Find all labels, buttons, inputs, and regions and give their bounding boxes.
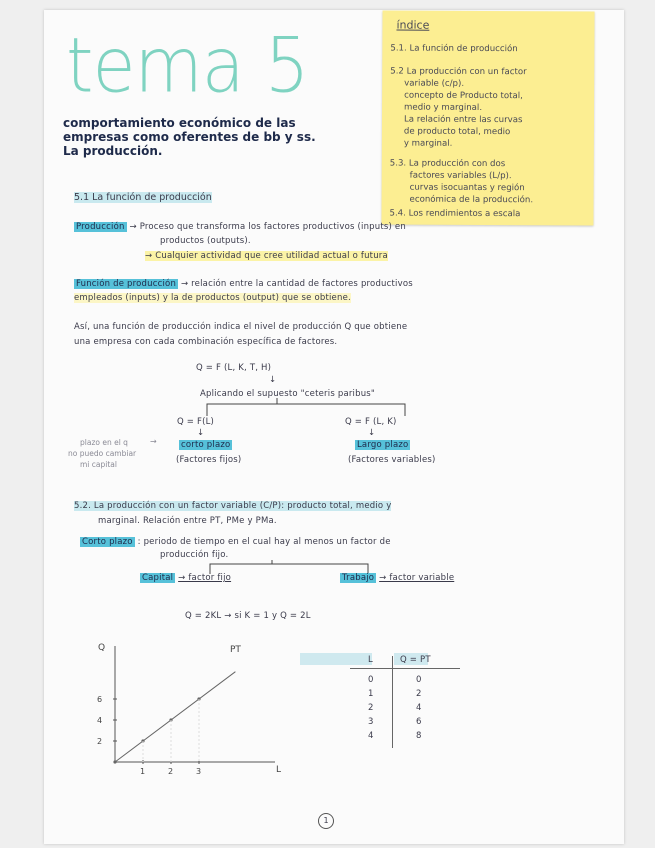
corto-plazo-label: corto plazo xyxy=(181,440,231,450)
margin-note: no puedo cambiar xyxy=(68,449,137,458)
x-tick-label: 1 xyxy=(140,767,146,776)
index-item: económica de la producción. xyxy=(409,194,534,206)
capital-row: Capital → factor fijo xyxy=(142,573,232,583)
definition-produccion: Producción → Proceso que transforma los factores productivos (inputs) en xyxy=(76,222,406,232)
definition-funcion-produccion: Función de producción → relación entre la cantidad de factores productivos xyxy=(76,279,413,289)
index-item: de producto total, medio xyxy=(403,126,511,138)
subtitle-line: empresas como oferentes de bb y ss. xyxy=(63,130,316,144)
table-cell: 0 xyxy=(416,675,422,685)
table-cell: 0 xyxy=(368,675,374,685)
table-cell: 4 xyxy=(416,703,422,713)
index-item: 5.3. La producción con dos xyxy=(389,158,506,170)
definition-line: producción fijo. xyxy=(160,550,229,560)
index-heading: índice xyxy=(396,18,430,32)
page-title: tema 5 xyxy=(66,21,309,111)
y-axis-label: Q xyxy=(98,643,106,653)
x-axis-label: L xyxy=(276,765,282,775)
term-highlight: Producción xyxy=(76,222,125,232)
paragraph-line: Así, una función de producción indica el nivel de producción Q que obtiene xyxy=(74,322,408,332)
table-column-rule xyxy=(392,656,393,748)
table-cell: 3 xyxy=(368,717,374,727)
definition-line: empleados (inputs) y la de productos (output) que se obtiene. xyxy=(74,293,351,303)
index-item: 5.4. Los rendimientos a escala xyxy=(389,208,521,220)
definition-line: productos (outputs). xyxy=(160,236,251,246)
arrow-down-icon: ↓ xyxy=(368,428,376,438)
equation-long-run: Q = F (L, K) xyxy=(345,417,397,427)
table-cell: 2 xyxy=(416,689,422,699)
index-item: curvas isocuantas y región xyxy=(409,182,525,194)
table-cell: 6 xyxy=(416,717,422,727)
margin-note: plazo en el q xyxy=(80,438,128,447)
x-tick-label: 2 xyxy=(168,767,174,776)
table-header-cell: Q = PT xyxy=(400,655,431,665)
page-number: 1 xyxy=(318,813,334,829)
term-highlight: Función de producción xyxy=(76,279,177,289)
branch-bracket xyxy=(200,560,380,574)
arrow-down-icon: ↓ xyxy=(269,375,277,385)
index-item: La relación entre las curvas xyxy=(403,114,523,126)
fixed-factors-label: (Factores fijos) xyxy=(176,455,242,465)
section-heading: 5.2. La producción con un factor variable (C/P): producto total, medio y xyxy=(74,501,392,511)
series-line-pt xyxy=(115,672,235,762)
y-tick-label: 6 xyxy=(97,695,103,704)
table-cell: 4 xyxy=(368,731,374,741)
index-item: 5.1. La función de producción xyxy=(390,43,518,55)
equation-short-run: Q = F(L) xyxy=(177,417,215,427)
example-formula: Q = 2KL → si K = 1 y Q = 2L xyxy=(185,611,311,621)
definition-corto-plazo: Corto plazo : periodo de tiempo en el cual hay al menos un factor de xyxy=(82,537,391,547)
trabajo-row: Trabajo → factor variable xyxy=(342,573,455,583)
table-cell: 8 xyxy=(416,731,422,741)
index-item: 5.2 La producción con un factor xyxy=(390,66,527,78)
formula: Q = F (L, K, T, H) xyxy=(196,363,272,373)
index-sticky-note xyxy=(381,10,594,225)
subtitle-line: La producción. xyxy=(63,144,163,158)
margin-note: mi capital xyxy=(80,460,117,469)
arrow-down-icon: ↓ xyxy=(197,428,205,438)
variable-factors-label: (Factores variables) xyxy=(348,455,436,465)
x-tick-label: 3 xyxy=(196,767,202,776)
table-header-rule xyxy=(350,668,460,669)
term-highlight: Corto plazo xyxy=(82,537,133,547)
table-cell: 2 xyxy=(368,703,374,713)
index-item: factores variables (L/p). xyxy=(409,170,512,182)
ceteris-paribus-note: Aplicando el supuesto "ceteris paribus" xyxy=(200,389,376,399)
table-cell: 1 xyxy=(368,689,374,699)
branch-bracket xyxy=(195,398,425,418)
largo-plazo-label: Largo plazo xyxy=(357,440,409,450)
section-heading: 5.1 La función de producción xyxy=(74,192,212,203)
pt-chart xyxy=(80,636,290,786)
y-tick-label: 2 xyxy=(97,737,103,746)
definition-line: → Cualquier actividad que cree utilidad actual o futura xyxy=(145,251,388,261)
table-header-highlight xyxy=(300,653,372,665)
data-point xyxy=(113,760,116,763)
paragraph-line: una empresa con cada combinación específica de factores. xyxy=(74,337,338,347)
index-item: y marginal. xyxy=(403,138,453,149)
subtitle-line: comportamiento económico de las xyxy=(63,116,296,130)
page-subtitle xyxy=(63,116,316,158)
series-label: PT xyxy=(230,645,241,655)
section-heading-line: marginal. Relación entre PT, PMe y PMa. xyxy=(98,516,277,526)
index-item: concepto de Producto total, xyxy=(404,90,523,102)
index-item: variable (c/p). xyxy=(404,78,465,89)
arrow-right-icon: → xyxy=(150,437,157,446)
y-tick-label: 4 xyxy=(97,716,103,725)
index-item: medio y marginal. xyxy=(404,102,483,113)
table-header-cell: L xyxy=(368,655,373,665)
